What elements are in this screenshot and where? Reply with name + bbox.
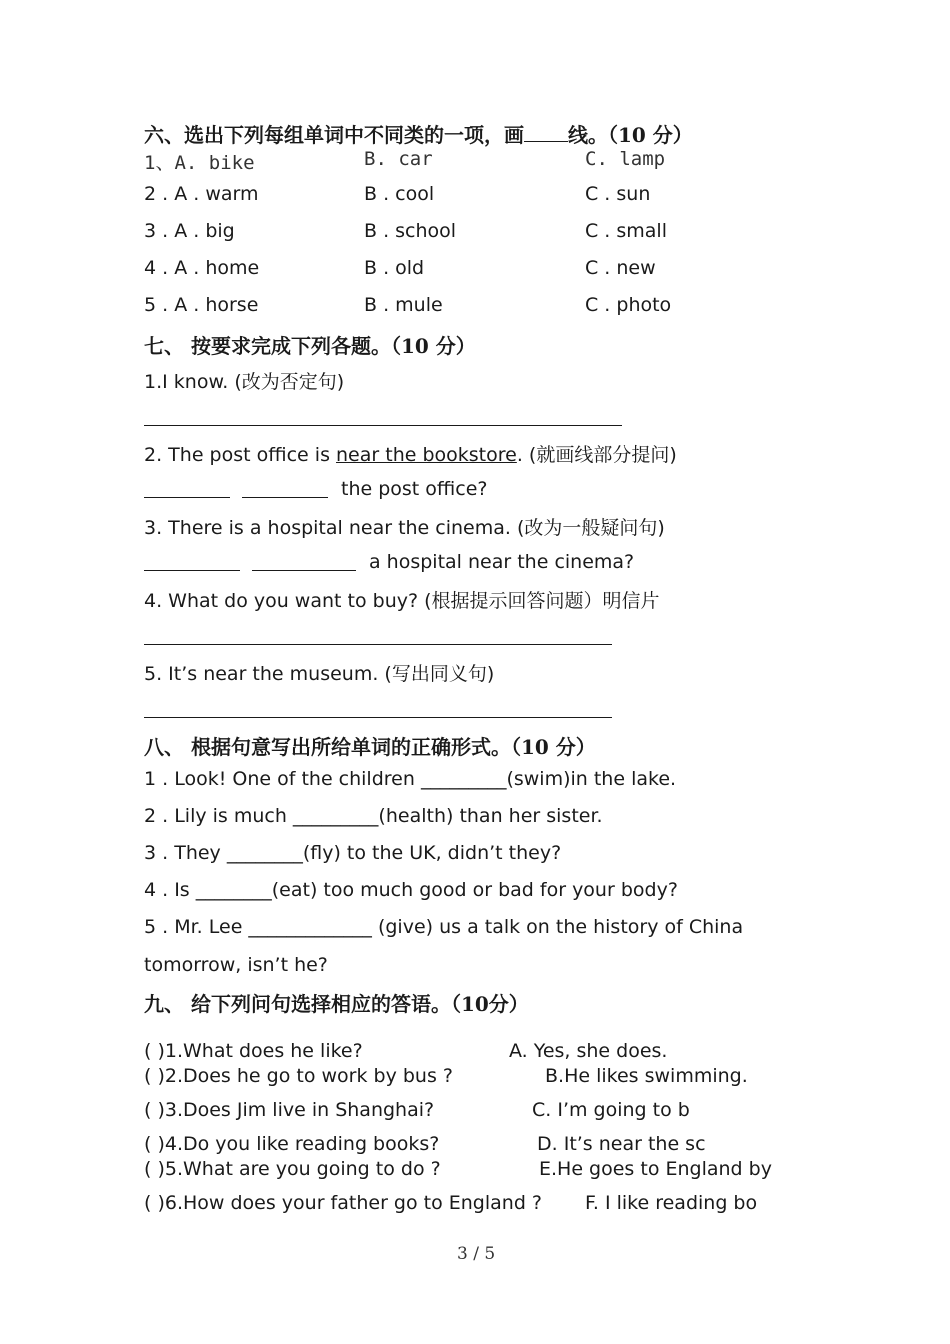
s7-q4-answer-line: [144, 644, 612, 645]
section6-heading-a: 六、选出下列每组单词中不同类的一项，画: [144, 123, 524, 147]
section7-heading: 七、 按要求完成下列各题。（10 分）: [144, 334, 476, 358]
s9-question-3: ( )3.Does Jim live in Shanghai?: [144, 1099, 435, 1121]
page-number: 3 / 5: [457, 1244, 496, 1264]
s7-q5-answer-line: [144, 717, 612, 718]
s7-q2-pre: 2. The post office is: [144, 444, 337, 466]
s9-answer-a: A. Yes, she does.: [509, 1040, 668, 1062]
s6-r5-a: 5 . A . horse: [144, 294, 259, 316]
s6-r1-c: C. lamp: [585, 148, 666, 170]
s9-question-2: ( )2.Does he go to work by bus ?: [144, 1065, 453, 1087]
s6-r1-a: 1、A. bike: [144, 152, 255, 174]
s8-item-3: 3 . They ________(fly) to the UK, didn’t they?: [144, 842, 562, 864]
s6-r3-b: B . school: [364, 220, 457, 242]
s6-r2-b: B . cool: [364, 183, 435, 205]
s9-answer-e: E.He goes to England by: [539, 1158, 772, 1180]
section8-heading: 八、 根据句意写出所给单词的正确形式。（10 分）: [144, 735, 596, 759]
s7-q2-blank-1: [144, 497, 230, 498]
s9-question-1: ( )1.What does he like?: [144, 1040, 363, 1062]
s6-r4-c: C . new: [585, 257, 656, 279]
s7-q4: 4. What do you want to buy? (根据提示回答问题）明信片: [144, 590, 660, 612]
s8-item-4: 4 . Is ________(eat) too much good or bad for your body?: [144, 879, 678, 901]
section6-heading-b: 线。（10 分）: [568, 123, 693, 147]
s7-q3: 3. There is a hospital near the cinema. (改为一般疑问句): [144, 517, 665, 539]
s8-item-2: 2 . Lily is much _________(health) than her sister.: [144, 805, 603, 827]
s6-r5-b: B . mule: [364, 294, 443, 316]
s6-r4-b: B . old: [364, 257, 425, 279]
s7-q2: [144, 440, 677, 467]
s9-question-5: ( )5.What are you going to do ?: [144, 1158, 441, 1180]
s7-q3-answer: a hospital near the cinema?: [369, 551, 635, 573]
section6-heading-blank: [524, 123, 568, 142]
s9-question-6: ( )6.How does your father go to England ?: [144, 1192, 543, 1214]
s6-r5-c: C . photo: [585, 294, 672, 316]
section9-heading: 九、 给下列问句选择相应的答语。（10分）: [144, 992, 529, 1016]
s7-q2-underlined: near the bookstore: [336, 444, 517, 466]
s6-r3-a: 3 . A . big: [144, 220, 235, 242]
s9-answer-f: F. I like reading bo: [585, 1192, 758, 1214]
s6-r3-c: C . small: [585, 220, 667, 242]
s7-q2-answer: the post office?: [341, 478, 488, 500]
s8-item-5: 5 . Mr. Lee _____________ (give) us a talk on the history of China: [144, 916, 744, 938]
s7-q3-blank-2: [252, 570, 356, 571]
s7-q2-blank-2: [242, 497, 328, 498]
s9-answer-c: C. I’m going to b: [532, 1099, 690, 1121]
s9-question-4: ( )4.Do you like reading books?: [144, 1133, 440, 1155]
s8-item-1: 1 . Look! One of the children _________(swim)in the lake.: [144, 768, 677, 790]
s7-q5: 5. It’s near the museum. (写出同义句): [144, 663, 495, 685]
s6-r1-b: B. car: [364, 148, 433, 170]
s7-q1: 1.I know. (改为否定句): [144, 371, 345, 393]
s9-answer-b: B.He likes swimming.: [545, 1065, 748, 1087]
s8-item-5-cont: tomorrow, isn’t he?: [144, 954, 328, 976]
s7-q2-post: . (就画线部分提问): [516, 444, 677, 466]
section6-heading: [144, 119, 693, 148]
s6-r2-c: C . sun: [585, 183, 651, 205]
s6-r4-a: 4 . A . home: [144, 257, 260, 279]
s9-answer-d: D. It’s near the sc: [537, 1133, 706, 1155]
s7-q1-answer-line: [144, 425, 622, 426]
s7-q3-blank-1: [144, 570, 240, 571]
s6-r2-a: 2 . A . warm: [144, 183, 259, 205]
